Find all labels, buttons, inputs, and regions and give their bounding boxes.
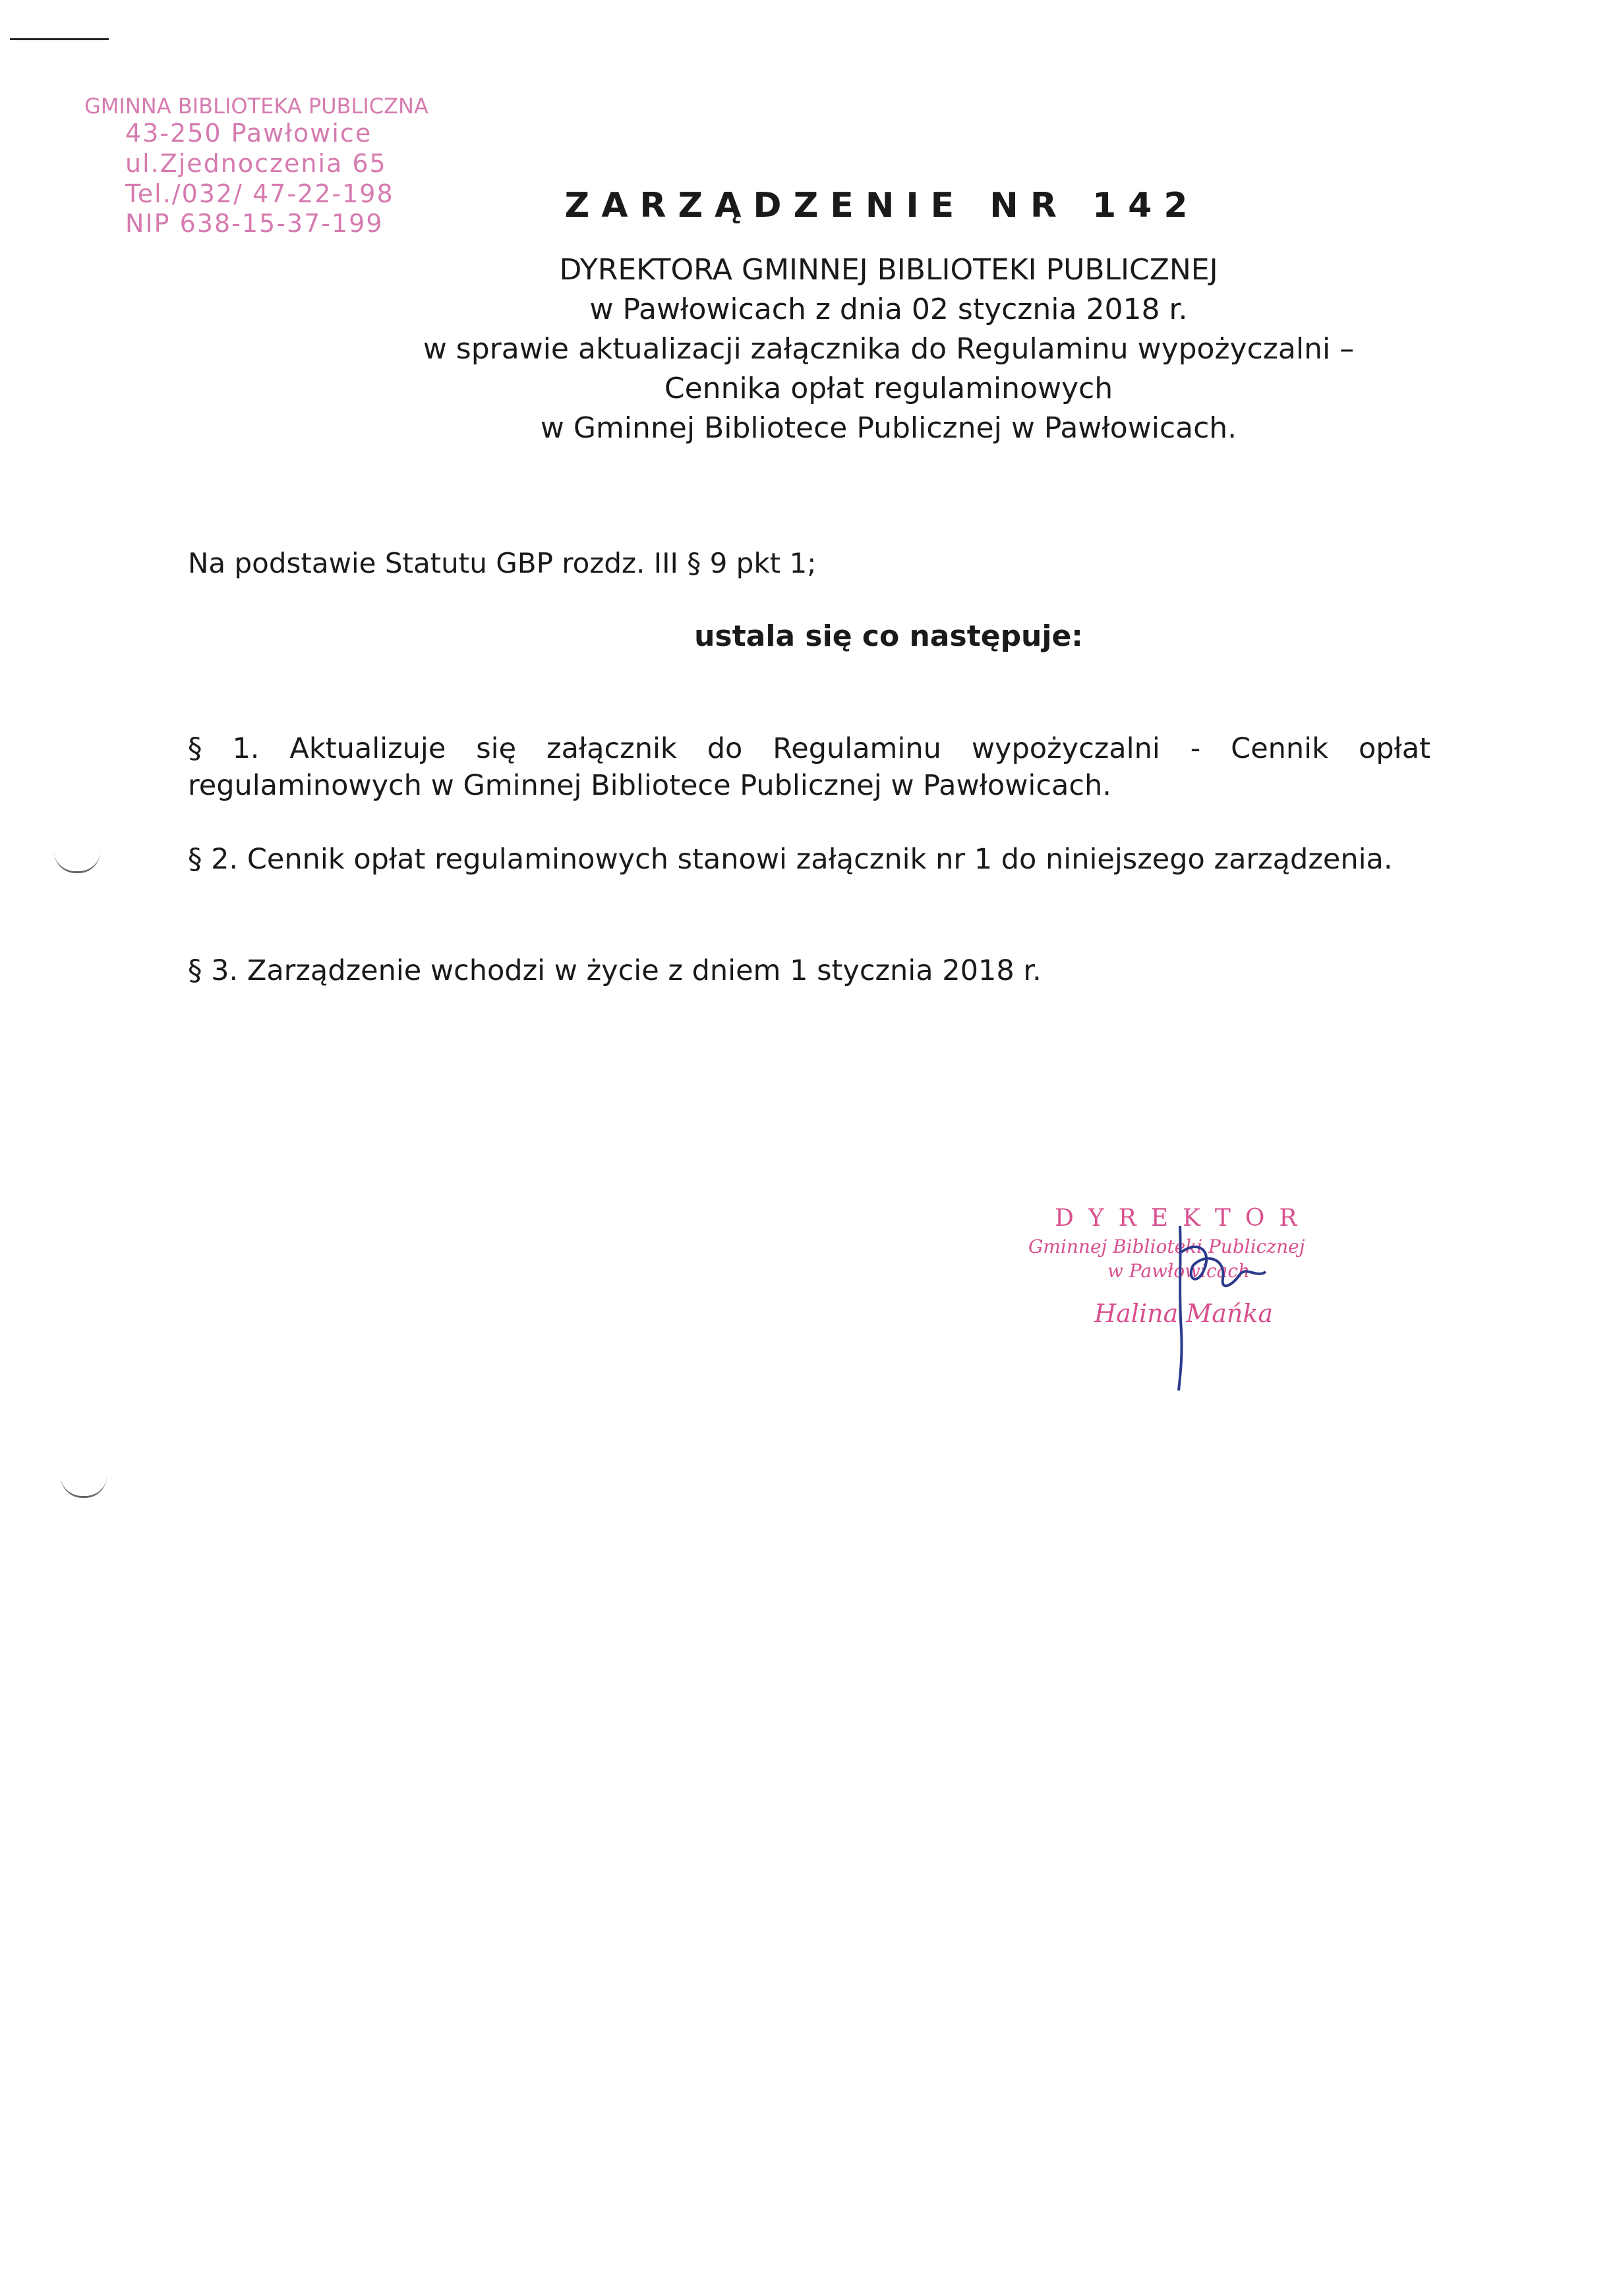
header-line: Cennika opłat regulaminowych — [664, 372, 1113, 405]
document-header — [0, 250, 1619, 448]
header-line: w Gminnej Bibliotece Publicznej w Pawłowicach. — [540, 411, 1237, 445]
scan-edge-mark — [10, 38, 109, 40]
header-line: DYREKTORA GMINNEJ BIBLIOTEKI PUBLICZNEJ — [559, 253, 1218, 287]
stamp-line: GMINNA BIBLIOTEKA PUBLICZNA — [84, 94, 428, 119]
punch-hole-mark — [61, 1476, 107, 1498]
director-stamp-title: DYREKTOR — [1055, 1205, 1312, 1232]
stamp-line: 43-250 Pawłowice — [125, 119, 372, 148]
document-title: ZARZĄDZENIE NR 142 — [564, 186, 1200, 225]
legal-basis: Na podstawie Statutu GBP rozdz. III § 9 pkt 1; — [188, 547, 817, 579]
paragraph-3: § 3. Zarządzenie wchodzi w życie z dniem 1 stycznia 2018 r. — [188, 954, 1042, 987]
director-stamp-line: w Pawłowicach — [1107, 1260, 1251, 1282]
stamp-line: Tel./032/ 47-22-198 — [125, 179, 394, 208]
header-line: w sprawie aktualizacji załącznika do Regulaminu wypożyczalni – — [423, 332, 1355, 366]
punch-hole-mark — [54, 851, 100, 873]
stamp-line: NIP 638-15-37-199 — [125, 209, 384, 239]
director-name: Halina Mańka — [1094, 1299, 1274, 1328]
paragraph-1: § 1. Aktualizuje się załącznik do Regulaminu wypożyczalni - Cennik opłat regulaminowych w Gminnej Bibliotece Publicznej w Pawłowicach. — [188, 732, 1430, 802]
decision-heading: ustala się co następuje: — [694, 619, 1083, 653]
handwritten-signature — [1140, 1213, 1299, 1397]
header-line: w Pawłowicach z dnia 02 stycznia 2018 r. — [589, 293, 1188, 326]
director-stamp-line: Gminnej Biblioteki Publicznej — [1028, 1236, 1305, 1257]
stamp-line: ul.Zjednoczenia 65 — [125, 148, 387, 178]
paragraph-2: § 2. Cennik opłat regulaminowych stanowi załącznik nr 1 do niniejszego zarządzenia. — [188, 843, 1393, 876]
